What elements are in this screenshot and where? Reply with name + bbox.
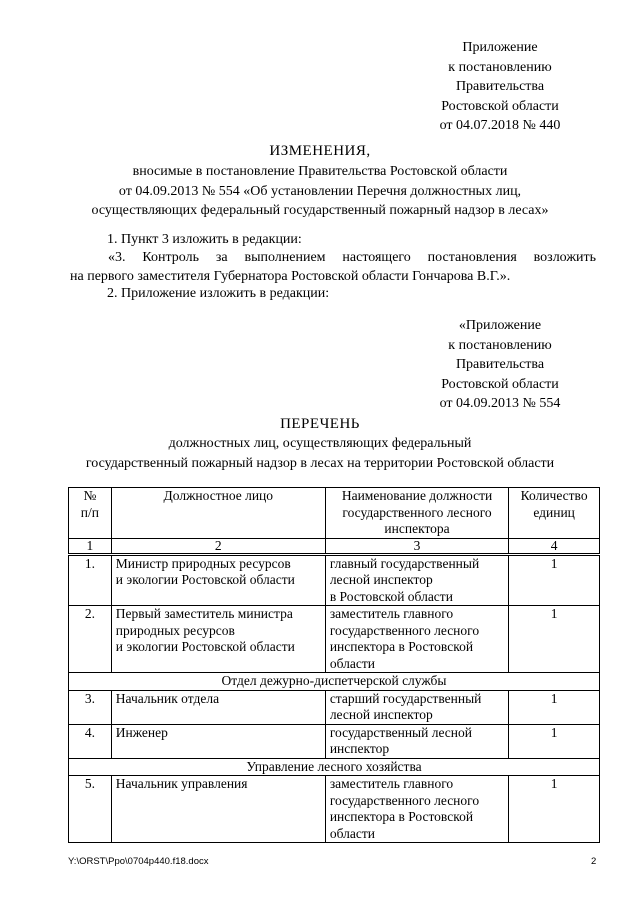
paragraph-2 bbox=[70, 248, 596, 286]
row-count: 1 bbox=[509, 776, 600, 843]
table-row bbox=[69, 690, 600, 724]
table-section-row bbox=[69, 758, 600, 776]
row-inspector: государственный лесной инспектор bbox=[325, 724, 508, 758]
header-cell-official: Должностное лицо bbox=[111, 488, 325, 539]
section-heading: Отдел дежурно-диспетчерской службы bbox=[69, 673, 600, 691]
table-header-row bbox=[69, 488, 600, 539]
appendix-line: «Приложение bbox=[458, 318, 542, 333]
row-official: Начальник управления bbox=[111, 776, 325, 843]
row-number: 3. bbox=[69, 690, 112, 724]
row-official: Первый заместитель министра природных ресурсов и экологии Ростовской области bbox=[111, 606, 325, 673]
row-number: 1. bbox=[69, 554, 112, 606]
row-official: Министр природных ресурсов и экологии Ростовской области bbox=[111, 554, 325, 606]
changes-subtitle bbox=[40, 162, 600, 221]
appendix-line: Правительства bbox=[455, 357, 545, 372]
appendix-header-inner bbox=[420, 316, 580, 414]
list-subtitle bbox=[40, 434, 600, 473]
appendix-line: от 04.07.2018 № 440 bbox=[439, 118, 561, 133]
row-number: 4. bbox=[69, 724, 112, 758]
row-number: 5. bbox=[69, 776, 112, 843]
appendix-line: Ростовской области bbox=[441, 98, 559, 114]
column-number-row bbox=[69, 538, 600, 554]
paragraph-2-line-2: на первого заместителя Губернатора Ростовской области Гончарова В.Г.». bbox=[70, 269, 511, 284]
row-inspector: заместитель главного государственного лесного инспектора в Ростовской области bbox=[325, 606, 508, 673]
row-official: Инженер bbox=[111, 724, 325, 758]
table-row bbox=[69, 724, 600, 758]
appendix-line: Ростовской области bbox=[441, 376, 559, 392]
header-cell-num: № п/п bbox=[69, 488, 112, 539]
appendix-line: к постановлению bbox=[448, 337, 552, 353]
changes-title: ИЗМЕНЕНИЯ, bbox=[269, 143, 371, 159]
header-cell-inspector: Наименование должности государственного лесного инспектора bbox=[325, 488, 508, 539]
row-inspector: заместитель главного государственного лесного инспектора в Ростовской области bbox=[325, 776, 508, 843]
paragraph-1: 1. Пункт 3 изложить в редакции: bbox=[107, 232, 302, 247]
row-official: Начальник отдела bbox=[111, 690, 325, 724]
column-number: 2 bbox=[111, 538, 325, 554]
header-cell-count: Количество единиц bbox=[509, 488, 600, 539]
list-title: ПЕРЕЧЕНЬ bbox=[280, 416, 360, 432]
row-count: 1 bbox=[509, 606, 600, 673]
table-row bbox=[69, 554, 600, 606]
section-heading: Управление лесного хозяйства bbox=[69, 758, 600, 776]
row-inspector: старший государственный лесной инспектор bbox=[325, 690, 508, 724]
table-section-row bbox=[69, 673, 600, 691]
column-number: 3 bbox=[325, 538, 508, 554]
appendix-line: от 04.09.2013 № 554 bbox=[439, 396, 561, 411]
row-count: 1 bbox=[509, 554, 600, 606]
subtitle-line: вносимые в постановление Правительства Ростовской области bbox=[132, 164, 508, 179]
footer-file-path: Y:\ORST\Ppo\0704p440.f18.docx bbox=[68, 856, 209, 867]
column-number: 4 bbox=[509, 538, 600, 554]
appendix-line: Правительства bbox=[455, 79, 545, 94]
row-number: 2. bbox=[69, 606, 112, 673]
table-row bbox=[69, 606, 600, 673]
officials-table bbox=[68, 487, 600, 843]
subtitle-line: должностных лиц, осуществляющих федеральный bbox=[168, 436, 472, 451]
footer-page-number: 2 bbox=[591, 856, 597, 867]
row-count: 1 bbox=[509, 724, 600, 758]
appendix-line: к постановлению bbox=[448, 59, 552, 75]
subtitle-line: осуществляющих федеральный государственный пожарный надзор в лесах» bbox=[91, 203, 549, 218]
paragraph-2-line-1: «3. Контроль за выполнением настоящего постановления возложить bbox=[108, 250, 596, 265]
row-inspector: главный государственный лесной инспектор в Ростовской области bbox=[325, 554, 508, 606]
column-number: 1 bbox=[69, 538, 112, 554]
subtitle-line: государственный пожарный надзор в лесах на территории Ростовской области bbox=[85, 455, 555, 471]
subtitle-line: от 04.09.2013 № 554 «Об установлении Перечня должностных лиц, bbox=[118, 183, 522, 199]
row-count: 1 bbox=[509, 690, 600, 724]
appendix-header-top bbox=[420, 38, 580, 136]
table-row bbox=[69, 776, 600, 843]
paragraph-3: 2. Приложение изложить в редакции: bbox=[107, 286, 330, 301]
appendix-line: Приложение bbox=[462, 40, 538, 55]
